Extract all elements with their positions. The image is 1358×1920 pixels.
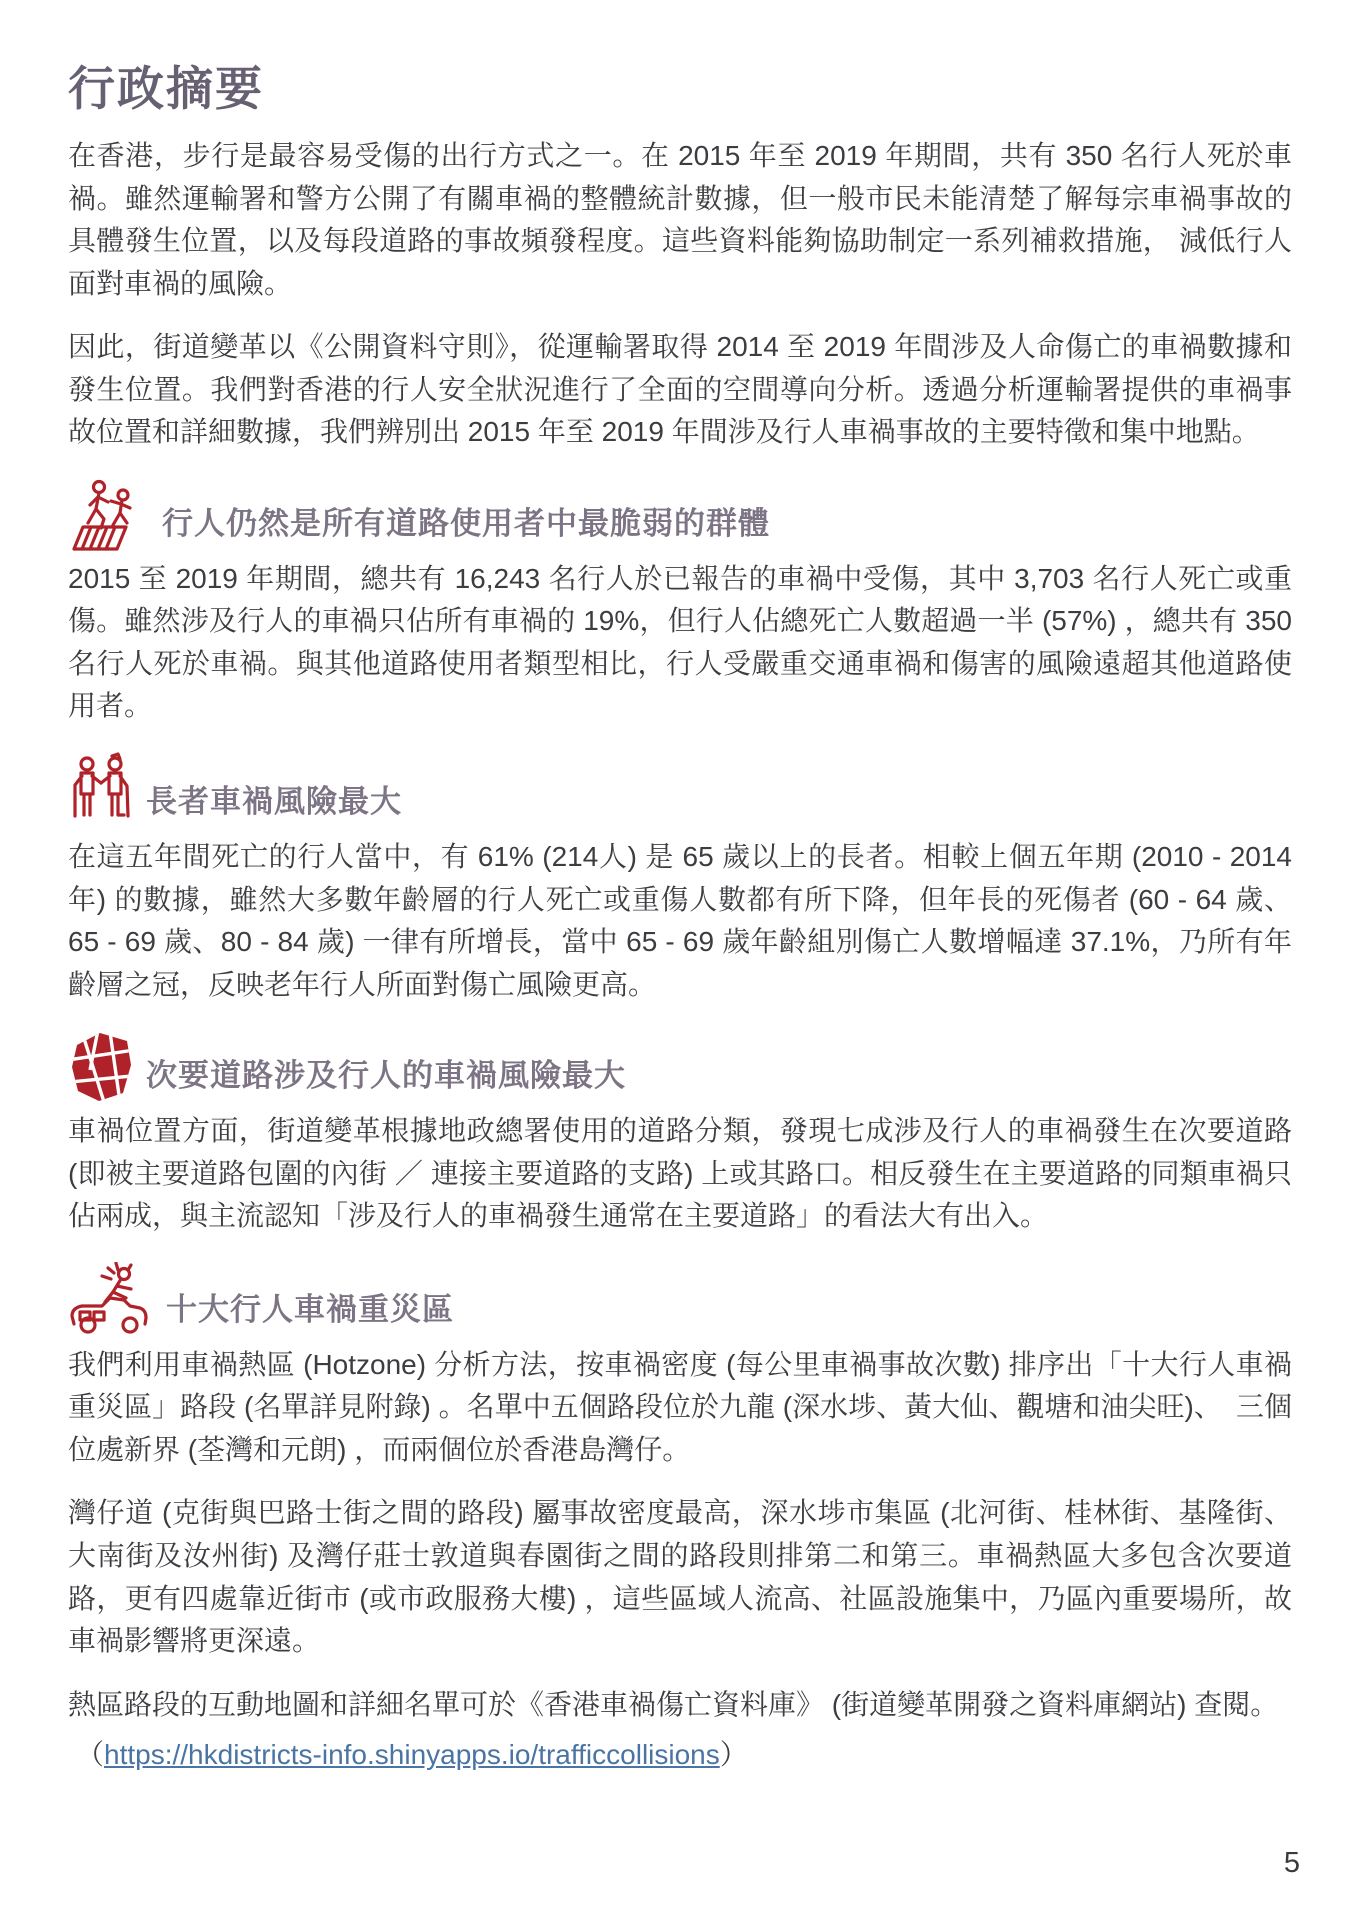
section-paragraph: 我們利用車禍熱區 (Hotzone) 分析方法，按車禍密度 (每公里車禍事故次數) 排序出「十大行人車禍重災區」路段 (名單詳見附錄) 。名單中五個路段位於九龍 (深水埗、黃大仙、觀塘和油尖旺)、 三個位處新界 (荃灣和元朗) ，而兩個位於香港島灣仔。 [68,1348,1292,1465]
intro-paragraph-2: 因此，街道變革以《公開資料守則》，從運輸署取得 2014 至 2019 年間涉及人命傷亡的車禍數據和發生位置。我們對香港的行人安全狀況進行了全面的空間導向分析。透過分析運輸署提供的車禍事故位置和詳細數據，我們辨別出 2015 年至 2019 年間涉及行人車禍事故的主要特徵和集中地點。 [68,331,1292,448]
intro-paragraph-1: 在香港，步行是最容易受傷的出行方式之一。在 2015 年至 2019 年期間，共有 350 名行人死於車禍。雖然運輸署和警方公開了有關車禍的整體統計數據，但一般市民未能清楚了解每宗車禍事故的具體發生位置，以及每段道路的事故頻發程度。這些資料能夠協助制定一系列補救措施， 減低行人面對車禍的風險。 [68,140,1292,299]
section-heading-pedestrians [68,478,1292,552]
link-close-paren: ） [719,1739,748,1771]
database-link-line [76,1734,1292,1776]
elderly-couple-icon [68,752,134,830]
section-heading-text: 十大行人車禍重災區 [166,1291,454,1327]
traffic-collisions-database-link[interactable]: https://hkdistricts-info.shinyapps.io/trafficcollisions [104,1739,720,1771]
link-open-paren: （ [76,1739,105,1771]
section-heading-hotzones [68,1262,1292,1338]
section-heading-text: 長者車禍風險最大 [146,784,402,820]
section-paragraph: 在這五年間死亡的行人當中，有 61% (214人) 是 65 歲以上的長者。相較上個五年期 (2010 - 2014 年) 的數據，雖然大多數年齡層的行人死亡或重傷人數都有所下降，但年長的死傷者 (60 - 64 歲、65 - 69 歲、80 - 84 歲) 一律有所增長，當中 65 - 69 歲年齡組別傷亡人數增幅達 37.1%，乃所有年齡層之冠，反映老年行人所面對傷亡風險更高。 [68,841,1292,1000]
section-paragraph: 車禍位置方面，街道變革根據地政總署使用的道路分類，發現七成涉及行人的車禍發生在次要道路 (即被主要道路包圍的內街 ／ 連接主要道路的支路) 上或其路口。相反發生在主要道路的同類車禍只佔兩成，與主流認知「涉及行人的車禍發生通常在主要道路」的看法大有出入。 [68,1115,1292,1232]
street-map-icon [68,1030,134,1104]
section-heading-roads [68,1030,1292,1104]
section-heading-text: 行人仍然是所有道路使用者中最脆弱的群體 [162,505,770,541]
section-paragraph: 灣仔道 (克街與巴路士街之間的路段) 屬事故密度最高，深水埗市集區 (北河街、桂林街、基隆街、大南街及汝州街) 及灣仔莊士敦道與春園街之間的路段則排第二和第三。車禍熱區大多包含次要道路，更有四處靠近街市 (或市政服務大樓) ，這些區域人流高、社區設施集中，乃區內重要場所，故車禍影響將更深遠。 [68,1497,1292,1657]
section-paragraph: 2015 至 2019 年期間，總共有 16,243 名行人於已報告的車禍中受傷，其中 3,703 名行人死亡或重傷。雖然涉及行人的車禍只佔所有車禍的 19%，但行人佔總死亡人數超過一半 (57%) ，總共有 350 名行人死於車禍。與其他道路使用者類型相比，行人受嚴重交通車禍和傷害的風險遠超其他道路使用者。 [68,562,1292,722]
page-title: 行政摘要 [68,62,264,115]
section-paragraph: 熱區路段的互動地圖和詳細名單可於《香港車禍傷亡資料庫》 (街道變革開發之資料庫網站) 查閱。 [68,1688,1279,1720]
page-number: 5 [1283,1847,1300,1879]
pedestrians-crosswalk-icon [68,478,150,552]
section-heading-text: 次要道路涉及行人的車禍風險最大 [146,1058,626,1094]
car-pedestrian-collision-icon [68,1262,154,1338]
section-heading-elderly [68,752,1292,830]
